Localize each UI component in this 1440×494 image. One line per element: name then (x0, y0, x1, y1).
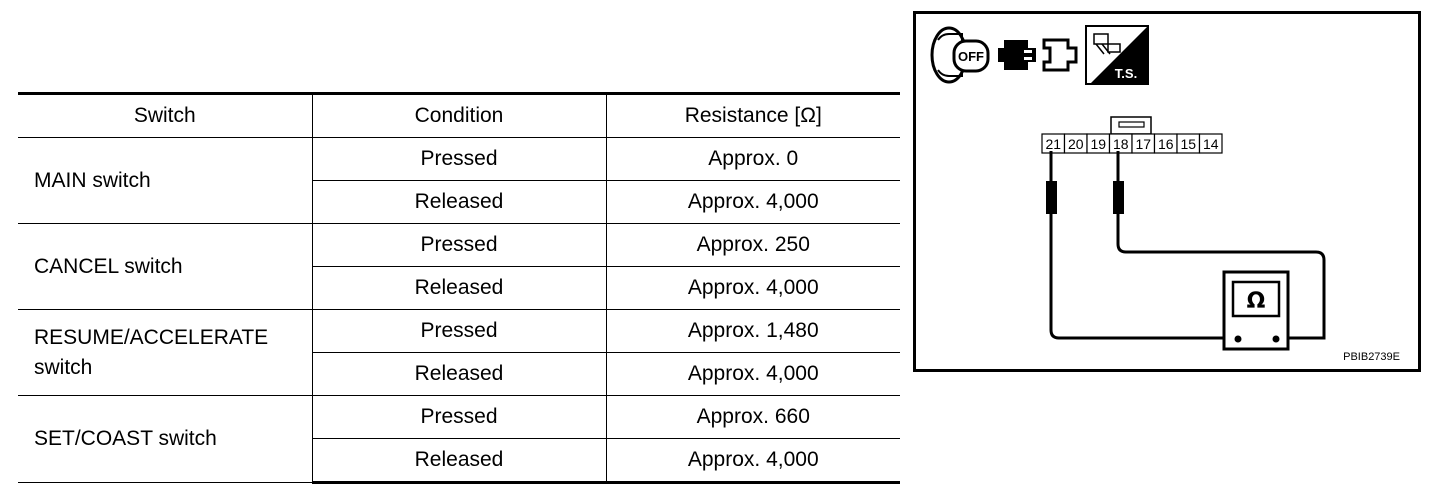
switch-name-line-2: switch (34, 355, 93, 379)
connector-pin-label: 17 (1135, 136, 1152, 152)
header-switch: Switch (18, 94, 312, 138)
probe-tips (1046, 181, 1124, 214)
meter-terminal-positive (1273, 336, 1280, 343)
table-row (18, 310, 900, 353)
connector-pin-label: 18 (1112, 136, 1129, 152)
diagram-svg (916, 14, 1418, 369)
resistance-cell: Approx. 4,000 (606, 353, 900, 396)
ohmmeter (1224, 272, 1288, 349)
table-row (18, 138, 900, 181)
condition-cell: Pressed (312, 396, 606, 439)
connector-pin-label: 20 (1067, 136, 1084, 152)
condition-cell: Released (312, 353, 606, 396)
terminal-side-icon (1086, 26, 1148, 84)
connector-pin-label: 14 (1202, 136, 1219, 152)
switch-name-cell (18, 224, 312, 310)
resistance-cell: Approx. 660 (606, 396, 900, 439)
table-row (18, 396, 900, 439)
switch-name-cell (18, 310, 312, 396)
resistance-cell: Approx. 0 (606, 138, 900, 181)
ignition-off-icon (932, 28, 988, 82)
disconnect-connector-icon (998, 40, 1076, 70)
table-header-row (18, 94, 900, 138)
table-row (18, 224, 900, 267)
resistance-spec-table (18, 92, 900, 484)
condition-cell: Released (312, 439, 606, 483)
connector-pin-label: 15 (1180, 136, 1197, 152)
condition-cell: Pressed (312, 138, 606, 181)
condition-cell: Released (312, 267, 606, 310)
resistance-cell: Approx. 250 (606, 224, 900, 267)
resistance-cell: Approx. 4,000 (606, 267, 900, 310)
resistance-cell: Approx. 4,000 (606, 181, 900, 224)
condition-cell: Released (312, 181, 606, 224)
switch-name: MAIN switch (34, 168, 151, 192)
switch-name: SET/COAST switch (34, 427, 217, 450)
switch-name-cell (18, 138, 312, 224)
connector-pin-label: 16 (1157, 136, 1174, 152)
resistance-cell: Approx. 4,000 (606, 439, 900, 483)
connector-pin-label: 19 (1090, 136, 1107, 152)
header-resistance: Resistance [Ω] (606, 94, 900, 138)
condition-cell: Pressed (312, 224, 606, 267)
switch-name-cell (18, 396, 312, 483)
condition-cell: Pressed (312, 310, 606, 353)
connector-pins (1042, 134, 1222, 153)
connector-pin-label: 21 (1045, 136, 1062, 152)
ignition-off-label: OFF (958, 49, 984, 64)
figure-code: PBIB2739E (1343, 351, 1400, 363)
connector (1042, 117, 1222, 153)
header-condition: Condition (312, 94, 606, 138)
inspection-diagram (913, 11, 1421, 372)
ohm-symbol: Ω (1246, 289, 1266, 314)
resistance-cell: Approx. 1,480 (606, 310, 900, 353)
switch-name: CANCEL switch (34, 254, 183, 278)
meter-terminal-negative (1235, 336, 1242, 343)
ts-label: T.S. (1114, 66, 1138, 81)
switch-name-line-1: RESUME/ACCELERATE (34, 325, 269, 349)
